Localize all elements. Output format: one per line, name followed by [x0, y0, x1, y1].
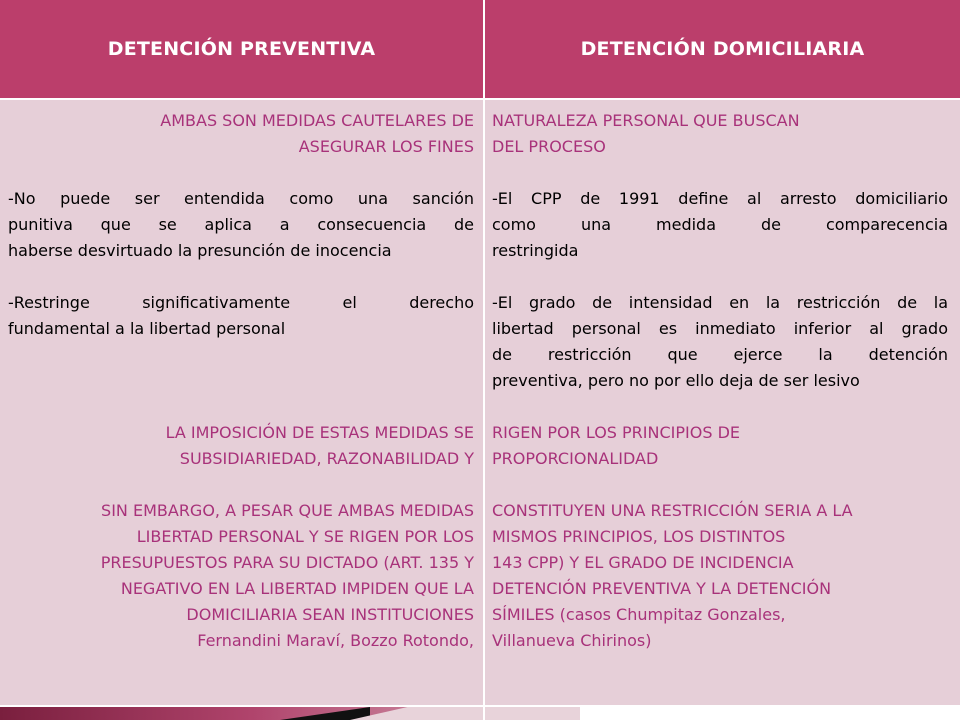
text-line: LA IMPOSICIÓN DE ESTAS MEDIDAS SE	[165, 423, 474, 442]
right-paragraph-4	[492, 420, 948, 472]
header-detencion-preventiva: DETENCIÓN PREVENTIVA	[107, 38, 376, 60]
text-line: NATURALEZA PERSONAL QUE BUSCAN	[492, 111, 800, 130]
text-line: fundamental a la libertad personal	[8, 319, 286, 338]
text-line: 143 CPP) Y EL GRADO DE INCIDENCIA	[492, 553, 794, 572]
table-body-row	[0, 98, 960, 707]
text-line: libertad personal es inmediato inferior al grado	[492, 319, 948, 338]
text-line: PRESUPUESTOS PARA SU DICTADO (ART. 135 Y	[100, 553, 474, 572]
text-line: NEGATIVO EN LA LIBERTAD IMPIDEN QUE LA	[120, 579, 474, 598]
right-paragraph-2	[492, 186, 948, 264]
column-divider	[483, 0, 485, 720]
text-line: -No puede ser entendida como una sanción	[8, 189, 474, 208]
text-line: CONSTITUYEN UNA RESTRICCIÓN SERIA A LA	[492, 501, 853, 520]
text-line: -Restringe significativamente el derecho	[8, 293, 474, 312]
left-paragraph-5	[8, 498, 474, 654]
text-line: SUBSIDIARIEDAD, RAZONABILIDAD Y	[179, 449, 474, 468]
column-domiciliaria	[492, 108, 948, 654]
text-line: punitiva que se aplica a consecuencia de	[8, 215, 474, 234]
text-line: -El grado de intensidad en la restricción de la	[492, 293, 948, 312]
text-line: DEL PROCESO	[492, 137, 606, 156]
right-paragraph-3	[492, 290, 948, 394]
text-line: PROPORCIONALIDAD	[492, 449, 659, 468]
left-paragraph-4	[8, 420, 474, 472]
text-line: -El CPP de 1991 define al arresto domiciliario	[492, 189, 948, 208]
text-line: LIBERTAD PERSONAL Y SE RIGEN POR LOS	[136, 527, 474, 546]
text-line: DETENCIÓN PREVENTIVA Y LA DETENCIÓN	[492, 579, 832, 598]
text-line: SÍMILES (casos Chumpitaz Gonzales,	[492, 605, 786, 624]
text-line: AMBAS SON MEDIDAS CAUTELARES DE	[160, 111, 474, 130]
text-line: DOMICILIARIA SEAN INSTITUCIONES	[186, 605, 474, 624]
text-line: RIGEN POR LOS PRINCIPIOS DE	[492, 423, 740, 442]
text-line: de restricción que ejerce la detención	[492, 345, 948, 364]
text-line: ASEGURAR LOS FINES	[298, 137, 474, 156]
right-paragraph-1	[492, 108, 948, 160]
text-line: preventiva, pero no por ello deja de ser lesivo	[492, 371, 860, 390]
table-header-row	[0, 0, 960, 98]
left-paragraph-2	[8, 186, 474, 264]
text-line: SIN EMBARGO, A PESAR QUE AMBAS MEDIDAS	[101, 501, 474, 520]
left-paragraph-1	[8, 108, 474, 160]
text-line: haberse desvirtuado la presunción de inocencia	[8, 241, 392, 260]
footer-decoration	[0, 705, 960, 720]
text-line: Fernandini Maraví, Bozzo Rotondo,	[197, 631, 474, 650]
text-line: como una medida de comparecencia	[492, 215, 948, 234]
left-paragraph-3	[8, 290, 474, 342]
right-paragraph-5	[492, 498, 948, 654]
text-line: restringida	[492, 241, 579, 260]
column-preventiva	[8, 108, 474, 654]
text-line: Villanueva Chirinos)	[492, 631, 652, 650]
text-line: MISMOS PRINCIPIOS, LOS DISTINTOS	[492, 527, 786, 546]
header-detencion-domiciliaria: DETENCIÓN DOMICILIARIA	[580, 38, 865, 60]
